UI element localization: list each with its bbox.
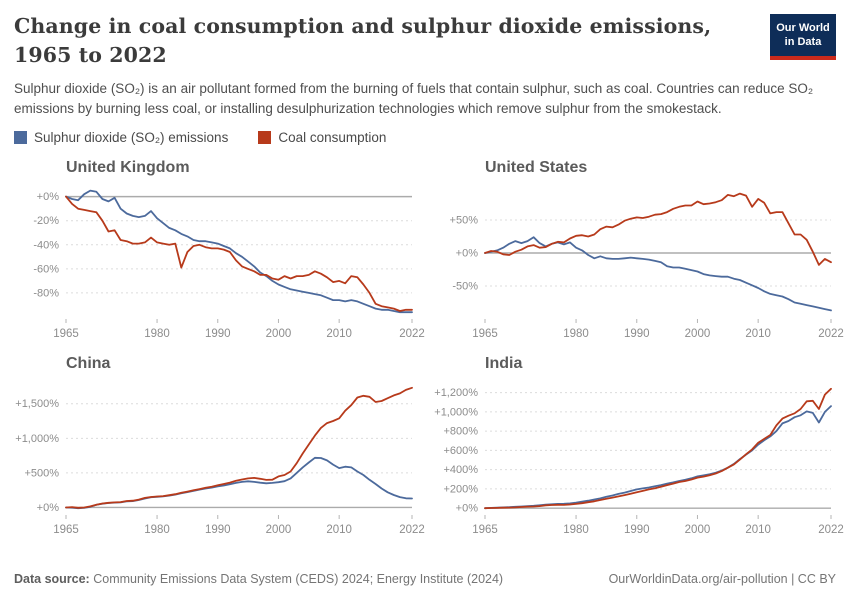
legend-item-coal [258,130,386,145]
svg-text:1980: 1980 [144,328,170,341]
owid-logo-line1: Our World [776,22,830,34]
svg-text:2022: 2022 [818,328,844,341]
owid-logo[interactable] [770,14,836,60]
legend-item-so2 [14,130,228,145]
datasource-text: Community Emissions Data System (CEDS) 2024; Energy Institute (2024) [93,572,504,586]
line-chart-india [433,377,844,537]
page-title: Change in coal consumption and sulphur dioxide emissions, 1965 to 2022 [14,14,712,68]
svg-text:2010: 2010 [745,524,771,537]
legend-label-so2: Sulphur dioxide (SO₂) emissions [34,130,229,146]
svg-text:+0%: +0% [36,191,59,204]
svg-text:+50%: +50% [449,214,478,227]
line-chart-china [14,377,425,537]
svg-text:+1,000%: +1,000% [15,433,59,446]
svg-text:1965: 1965 [472,524,498,537]
svg-text:1980: 1980 [563,524,589,537]
svg-text:+1,000%: +1,000% [434,406,478,419]
svg-text:+400%: +400% [443,464,478,477]
svg-text:2010: 2010 [326,524,352,537]
svg-text:1980: 1980 [563,328,589,341]
svg-text:+1,200%: +1,200% [434,387,478,400]
svg-text:+800%: +800% [443,425,478,438]
svg-text:1965: 1965 [472,328,498,341]
line-chart-united-kingdom [14,181,425,341]
svg-text:2000: 2000 [684,328,711,341]
coal-swatch-icon [258,131,271,144]
svg-text:+0%: +0% [455,247,478,260]
svg-text:2022: 2022 [399,328,425,341]
svg-text:2010: 2010 [326,328,352,341]
charts-grid [14,159,844,537]
svg-text:+200%: +200% [443,483,478,496]
chart-cell-china [14,355,425,537]
svg-text:2000: 2000 [265,328,292,341]
svg-text:2000: 2000 [684,524,711,537]
chart-title-india: India [485,355,523,373]
svg-text:+0%: +0% [455,503,478,516]
owid-logo-line2: in Data [784,36,822,49]
svg-text:-60%: -60% [33,263,59,276]
svg-text:1990: 1990 [623,524,650,537]
line-chart-united-states [433,181,844,341]
svg-text:+600%: +600% [443,445,478,458]
footer-link[interactable]: OurWorldinData.org/air-pollution | CC BY [608,572,836,586]
svg-text:+1,500%: +1,500% [15,398,59,411]
chart-title-china: China [66,355,111,373]
chart-title-united-kingdom: United Kingdom [66,159,190,177]
datasource [14,572,503,586]
svg-text:2000: 2000 [265,524,292,537]
so2-swatch-icon [14,131,27,144]
svg-text:+500%: +500% [24,467,59,480]
chart-cell-india [433,355,844,537]
svg-text:1990: 1990 [204,328,231,341]
svg-text:2022: 2022 [818,524,844,537]
svg-text:1965: 1965 [53,328,79,341]
svg-text:+0%: +0% [36,502,59,515]
svg-text:1980: 1980 [144,524,170,537]
svg-text:2022: 2022 [399,524,425,537]
svg-text:-40%: -40% [33,239,59,252]
svg-text:1990: 1990 [204,524,231,537]
chart-cell-united-states [433,159,844,341]
svg-text:2010: 2010 [745,328,771,341]
svg-text:-80%: -80% [33,287,59,300]
svg-text:-20%: -20% [33,215,59,228]
svg-text:1990: 1990 [623,328,650,341]
footer [14,566,836,600]
legend-label-coal: Coal consumption [278,130,387,146]
legend [14,130,836,145]
chart-subtitle: Sulphur dioxide (SO₂) is an air pollutant formed from the burning of fuels that contain sulphur, such as coal. Countries can reduce SO₂ emissions by burning less coal, or installing desulphurization technologies which remove sulphur from the smokestack. [14,81,814,116]
header [14,12,836,70]
svg-text:-50%: -50% [452,280,478,293]
owid-logo-text [770,14,836,50]
chart-cell-united-kingdom [14,159,425,341]
datasource-label: Data source: [14,572,90,586]
svg-text:1965: 1965 [53,524,79,537]
chart-title-united-states: United States [485,159,588,177]
